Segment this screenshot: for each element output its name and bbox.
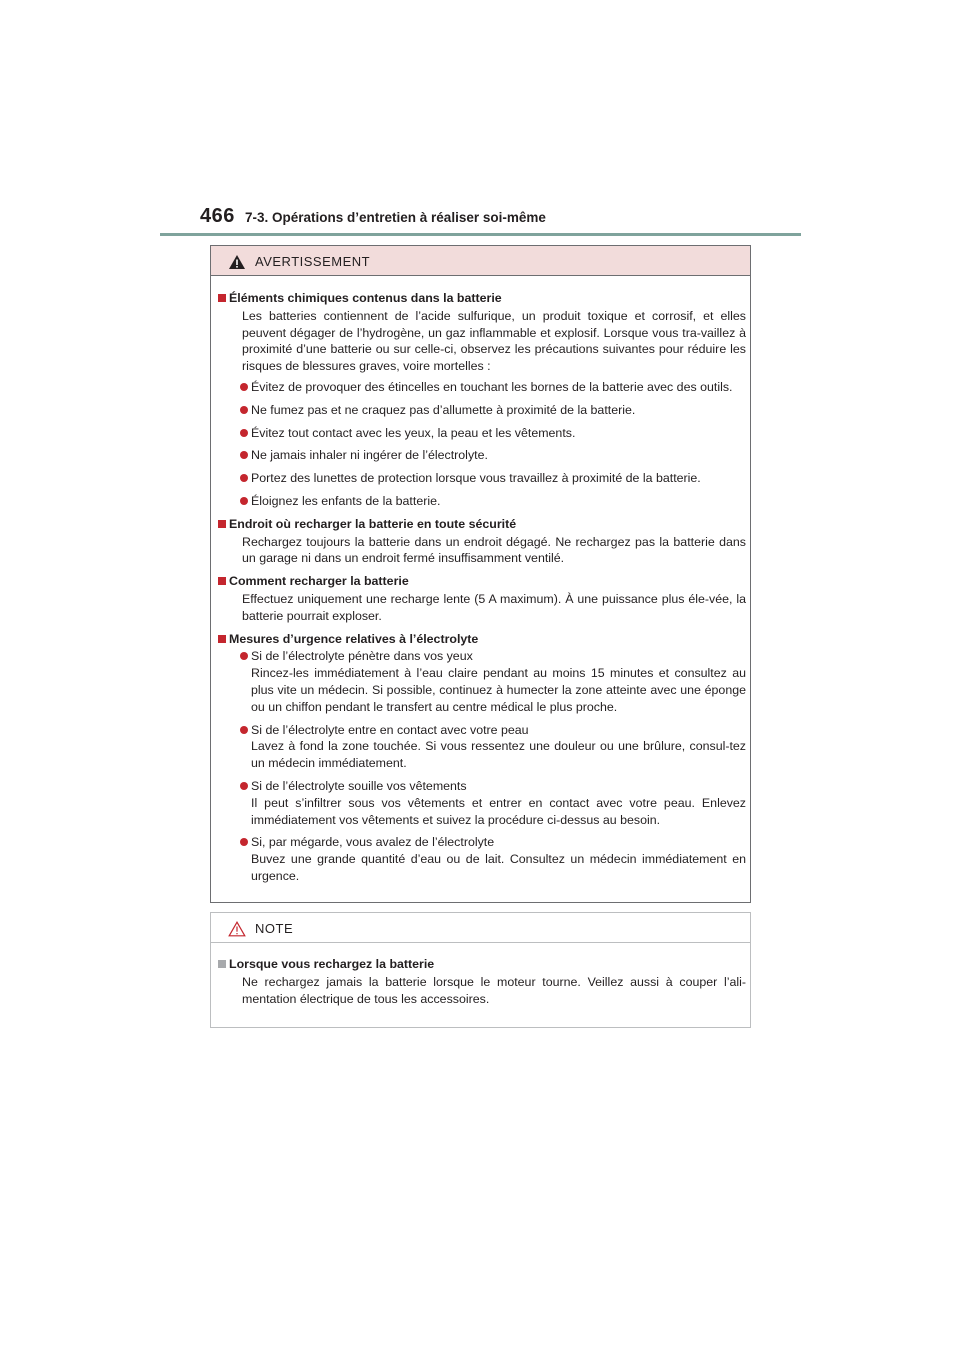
list-item-text: Buvez une grande quantité d’eau ou de lait. Consultez un médecin immédiatement en urgence.: [251, 852, 746, 883]
warning-header: [211, 246, 750, 276]
list-item: [218, 425, 746, 442]
section-heading: [218, 573, 746, 590]
list-item-lead: Si de l’électrolyte entre en contact avec votre peau: [251, 722, 529, 737]
round-bullet-icon: [240, 838, 248, 846]
list-item: [218, 493, 746, 510]
round-bullet-icon: [240, 406, 248, 414]
section-text: Effectuez uniquement une recharge lente (5 A maximum). À une puissance plus éle-vée, la batterie pourrait exploser.: [242, 591, 746, 623]
section-heading-text: Lorsque vous rechargez la batterie: [229, 957, 435, 971]
list-item-lead: Si de l’électrolyte pénètre dans vos yeux: [251, 649, 473, 664]
note-content: [218, 956, 746, 1013]
section-heading: [218, 516, 746, 533]
caution-triangle-icon: [228, 921, 246, 937]
page-number: 466: [200, 205, 235, 227]
list-item: [218, 402, 746, 419]
round-bullet-icon: [240, 782, 248, 790]
list-item-text: Ne jamais inhaler ni ingérer de l’électrolyte.: [251, 448, 488, 463]
round-bullet-icon: [240, 652, 248, 660]
section-text: Ne rechargez jamais la batterie lorsque le moteur tourne. Veillez aussi à couper l’ali-mentation électrique de tous les accessoires.: [242, 974, 746, 1006]
section-heading: [218, 290, 746, 307]
warning-box: [210, 245, 751, 903]
section-text: Rechargez toujours la batterie dans un endroit dégagé. Ne rechargez pas la batterie dans un garage ni dans un endroit fermé insuffisamment ventilé.: [242, 534, 746, 566]
list-item: [218, 447, 746, 464]
list-item-lead: Si, par mégarde, vous avalez de l’électrolyte: [251, 835, 495, 850]
list-item-text: Rincez-les immédiatement à l’eau claire pendant au moins 15 minutes et consultez au plus vite un médecin. Si possible, continuez à humecter la zone atteinte avec une éponge ou un chiffon pendant le transfert au centre médical le plus proche.: [251, 666, 746, 714]
square-bullet-icon: [218, 635, 226, 643]
section-heading-text: Comment recharger la batterie: [229, 574, 409, 589]
list-item-text: Évitez tout contact avec les yeux, la peau et les vêtements.: [251, 425, 576, 440]
list-item-text: Il peut s’infiltrer sous vos vêtements et entrer en contact avec votre peau. Enlevez immédiatement vos vêtements et suivez la procédure ci-dessus au besoin.: [251, 795, 746, 827]
round-bullet-icon: [240, 429, 248, 437]
list-item: [218, 379, 746, 396]
section-heading: [218, 956, 746, 973]
list-item: [218, 778, 746, 828]
list-item-text: Éloignez les enfants de la batterie.: [251, 493, 441, 508]
list-item: [218, 470, 746, 487]
section-heading: [218, 631, 746, 648]
square-bullet-icon: [218, 294, 226, 302]
warning-triangle-icon: [228, 254, 246, 270]
round-bullet-icon: [240, 474, 248, 482]
section-heading-text: Mesures d’urgence relatives à l’électrolyte: [229, 631, 479, 646]
chapter-title: 7-3. Opérations d’entretien à réaliser soi-même: [245, 210, 546, 225]
warning-content: [218, 290, 746, 891]
section-heading-text: Éléments chimiques contenus dans la batterie: [229, 291, 502, 305]
list-item-text: Portez des lunettes de protection lorsque vous travaillez à proximité de la batterie.: [251, 471, 701, 486]
round-bullet-icon: [240, 383, 248, 391]
section-heading-text: Endroit où recharger la batterie en toute sécurité: [229, 516, 517, 531]
list-item-lead: Si de l’électrolyte souille vos vêtements: [251, 778, 467, 793]
round-bullet-icon: [240, 497, 248, 505]
note-title: NOTE: [255, 921, 294, 936]
note-header: [211, 913, 750, 943]
list-item: [218, 648, 746, 715]
round-bullet-icon: [240, 451, 248, 459]
note-box: [210, 912, 751, 1028]
square-bullet-icon: [218, 520, 226, 528]
list-item-text: Évitez de provoquer des étincelles en touchant les bornes de la batterie avec des outils.: [251, 379, 733, 394]
header-rule: [160, 233, 801, 236]
list-item-text: Lavez à fond la zone touchée. Si vous ressentez une douleur ou une brûlure, consul-tez un médecin immédiatement.: [251, 739, 746, 771]
warning-title: AVERTISSEMENT: [255, 254, 371, 269]
list-item: [218, 834, 746, 884]
list-item-text: Ne fumez pas et ne craquez pas d’allumette à proximité de la batterie.: [251, 402, 636, 417]
square-bullet-icon: [218, 577, 226, 585]
round-bullet-icon: [240, 726, 248, 734]
section-text: Les batteries contiennent de l’acide sulfurique, un produit toxique et corrosif, et elles peuvent dégager de l’hydrogène, un gaz inflammable et explosif. Lorsque vous tra-vaillez à proximité d’une batterie ou sur celle-ci, observez les précautions suivantes pour réduire les risques de blessures graves, voire mortelles :: [242, 308, 746, 374]
square-bullet-icon: [218, 960, 226, 968]
list-item: [218, 722, 746, 772]
